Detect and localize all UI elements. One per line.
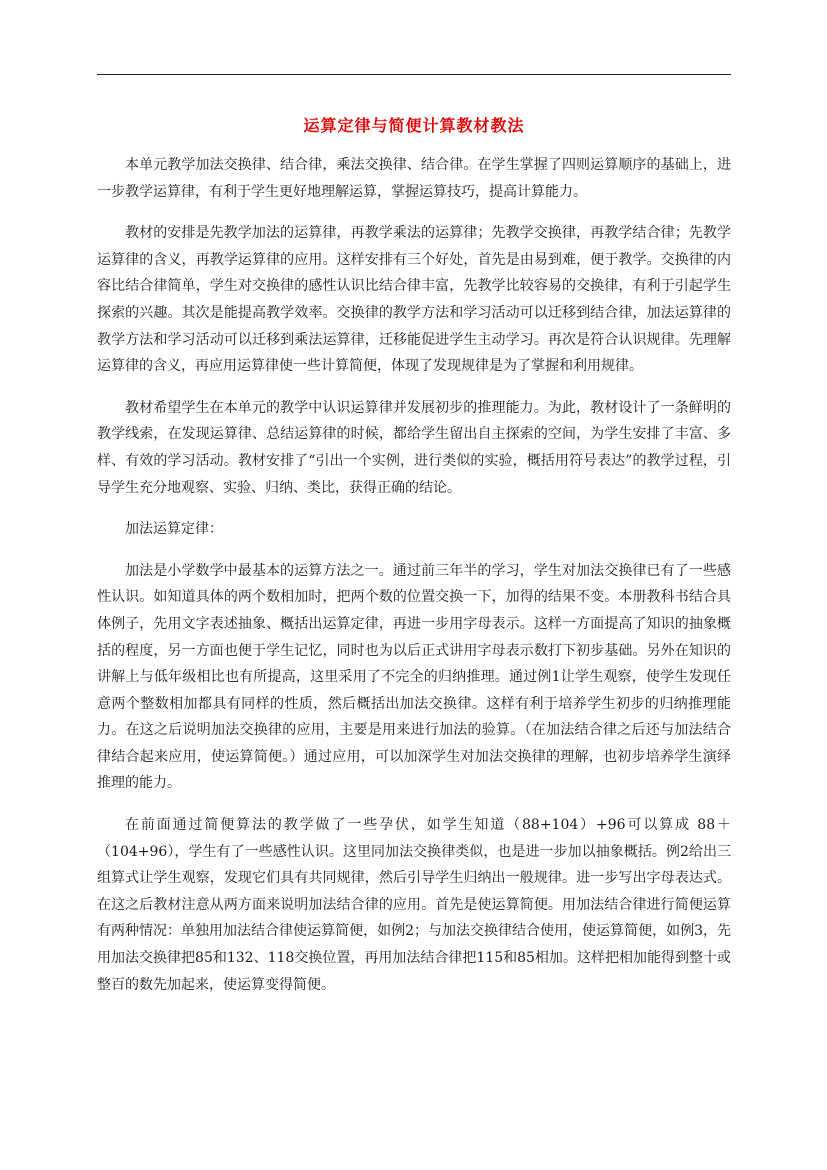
paragraph: 教材的安排是先教学加法的运算律，再教学乘法的运算律；先教学交换律，再教学结合律；先教学运算律的含义，再教学运算律的应用。这样安排有三个好处，首先是由易到难，便于教学。交换律的内容比结合律简单，学生对交换律的感性认识比结合律丰富，先教学比较容易的交换律，有利于引起学生探索的兴趣。其次是能提高教学效率。交换律的教学方法和学习活动可以迁移到结合律，加法运算律的教学方法和学习活动可以迁移到乘法运算律，迁移能促进学生主动学习。再次是符合认识规律。先理解运算律的含义，再应用运算律使一些计算简便，体现了发现规律是为了掌握和利用规律。: [97, 225, 731, 375]
paragraph: 在前面通过简便算法的教学做了一些孕伏，如学生知道（88+104）+96可以算成 88＋（104+96），学生有了一些感性认识。这里同加法交换律类似，也是进一步加以抽象概括。例2给出三组算式让学生观察，发现它们具有共同规律，然后引导学生归纳出一般规律。进一步写出字母表达式。在这之后教材注意从两方面来说明加法结合律的应用。首先是使运算简便。用加法结合律进行简便运算有两种情况：单独用加法结合律使运算简便，如例2；与加法交换律结合使用，使运算简便，如例3，先用加法交换律把85和132、118交换位置，再用加法结合律把115和85相加。这样把相加能得到整十或整百的数先加起来，使运算变得简便。: [97, 817, 731, 993]
header-rule: [97, 74, 731, 75]
paragraph: 本单元教学加法交换律、结合律，乘法交换律、结合律。在学生掌握了四则运算顺序的基础上，进一步教学运算律，有利于学生更好地理解运算，掌握运算技巧，提高计算能力。: [97, 157, 731, 200]
document-title: 运算定律与简便计算教材教法: [303, 116, 525, 135]
section-heading: 加法运算定律：: [125, 521, 223, 538]
paragraph: 加法是小学数学中最基本的运算方法之一。通过前三年半的学习，学生对加法交换律已有了一些感性认识。如知道具体的两个数相加时，把两个数的位置交换一下，加得的结果不变。本册教科书结合具体例子，先用文字表述抽象、概括出运算定律，再进一步用字母表示。这样一方面提高了知识的抽象概括的程度，另一方面也便于学生记忆，同时也为以后正式讲用字母表示数打下初步基础。另外在知识的讲解上与低年级相比也有所提高，这里采用了不完全的归纳推理。通过例1让学生观察，使学生发现任意两个整数相加都具有同样的性质，然后概括出加法交换律。这样有利于培养学生初步的归纳推理能力。在这之后说明加法交换律的应用，主要是用来进行加法的验算。（在加法结合律之后还与加法结合律结合起来应用，使运算简便。）通过应用，可以加深学生对加法交换律的理解，也初步培养学生演绎推理的能力。: [97, 562, 731, 792]
document-body: [97, 152, 731, 1013]
paragraph: 教材希望学生在本单元的教学中认识运算律并发展初步的推理能力。为此，教材设计了一条鲜明的教学线索，在发现运算律、总结运算律的时候，都给学生留出自主探索的空间，为学生安排了丰富、多样、有效的学习活动。教材安排了“引出一个实例，进行类似的实验，概括用符号表达”的教学过程，引导学生充分地观察、实验、归纳、类比，获得正确的结论。: [97, 399, 731, 496]
